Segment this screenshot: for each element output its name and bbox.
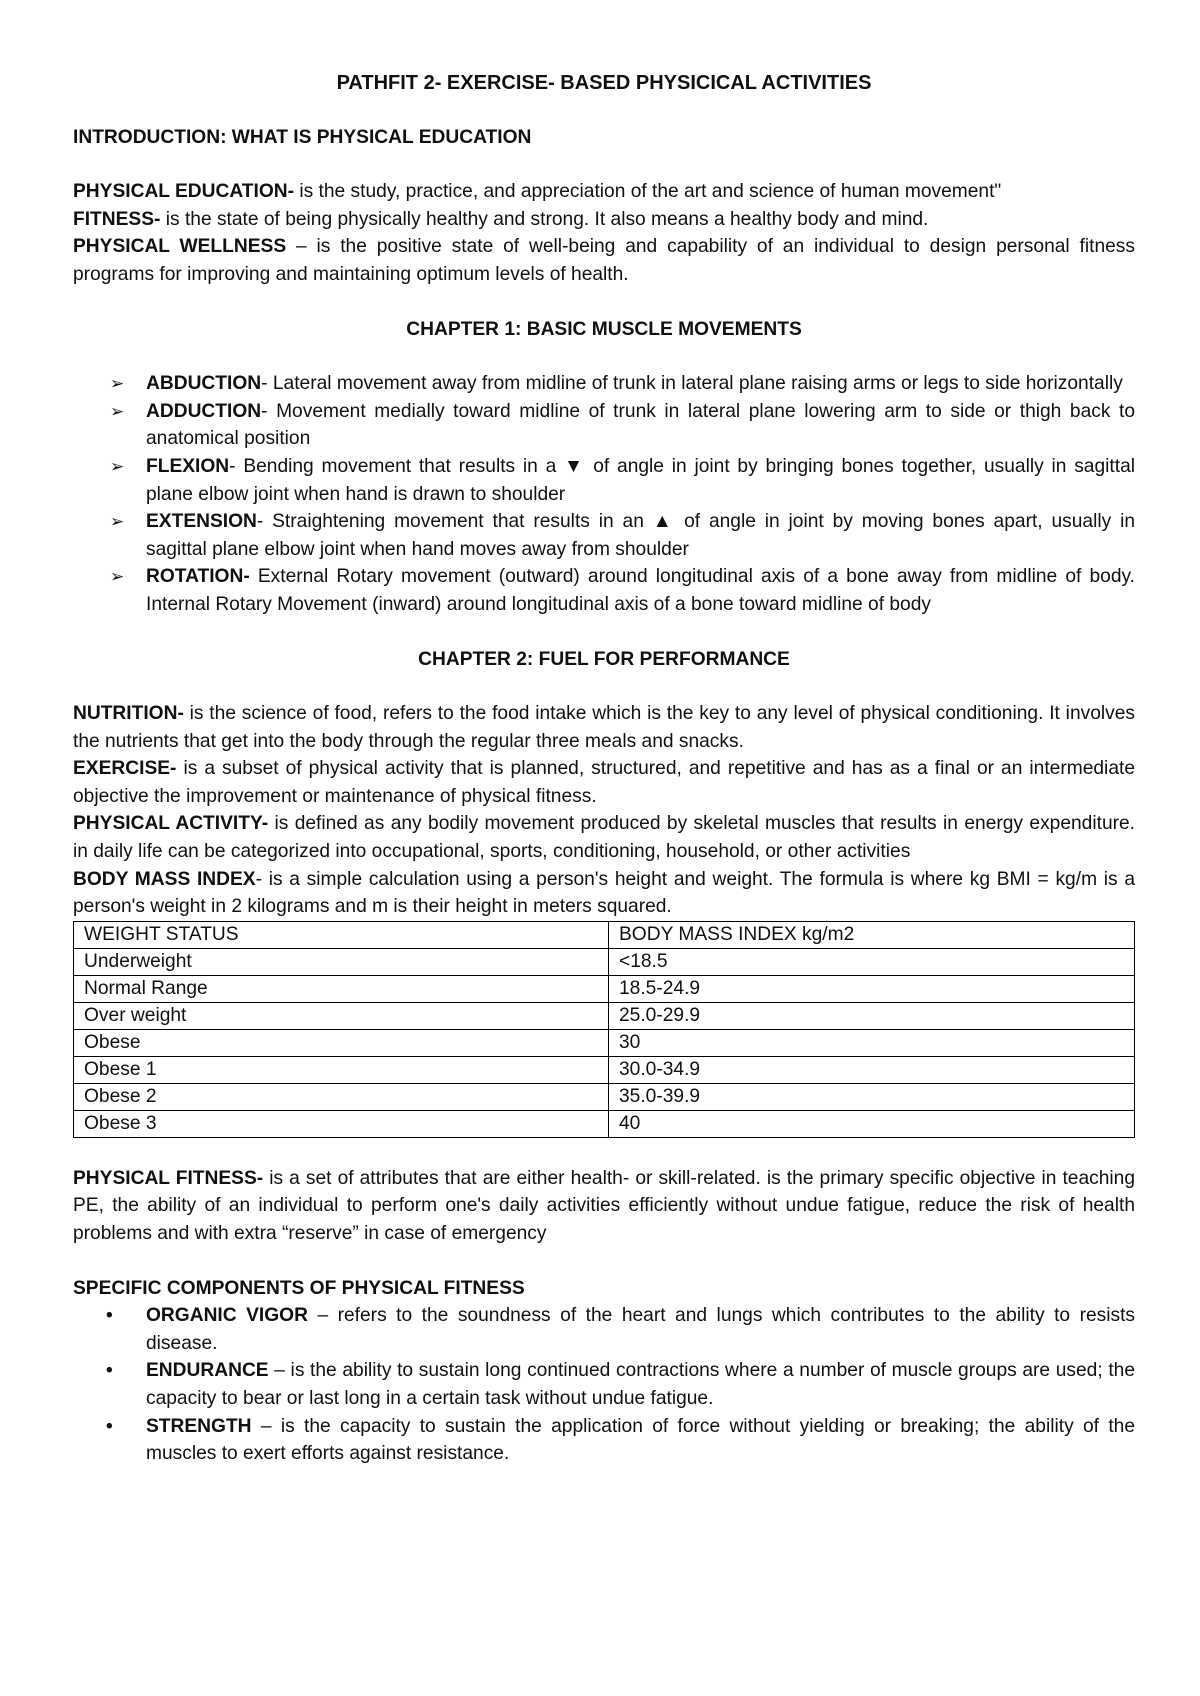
table-cell: Obese: [74, 1029, 609, 1056]
definition-text: is the science of food, refers to the food intake which is the key to any level of physical conditioning. It involves the nutrients that get into the body through the regular three meals and snacks.: [73, 703, 1135, 752]
list-item: [73, 398, 1135, 453]
definition-text: is a set of attributes that are either health- or skill-related. is the primary specific objective in teaching PE, the ability of an individual to perform one's daily activities efficiently without undue fatigue, reduce the risk of health problems and with extra “reserve” in case of emergency: [73, 1167, 1135, 1245]
item-text: - Lateral movement away from midline of trunk in lateral plane raising arms or legs to side horizontally: [261, 373, 1123, 395]
arrow-bullet-icon: ➢: [110, 567, 125, 587]
list-item: [73, 508, 1135, 563]
table-row: [74, 1083, 1135, 1110]
arrow-bullet-icon: ➢: [110, 401, 125, 421]
muscle-movements-list: [73, 370, 1135, 618]
components-heading: SPECIFIC COMPONENTS OF PHYSICAL FITNESS: [73, 1277, 525, 1299]
table-cell: 40: [609, 1110, 1135, 1137]
term: FITNESS-: [73, 208, 161, 230]
bullet-dot-icon: •: [106, 1305, 113, 1327]
term: BODY MASS INDEX: [73, 868, 256, 890]
table-cell: 30.0-34.9: [609, 1056, 1135, 1083]
document-title: PATHFIT 2- EXERCISE- BASED PHYSICICAL ACTIVITIES: [336, 72, 872, 94]
term: EXERCISE-: [73, 758, 177, 780]
definition-physical-fitness: [73, 1165, 1135, 1248]
term: ENDURANCE: [146, 1360, 269, 1382]
list-item: [73, 1357, 1135, 1412]
table-row: [74, 1110, 1135, 1137]
arrow-bullet-icon: ➢: [110, 456, 125, 476]
chapter2-heading: CHAPTER 2: FUEL FOR PERFORMANCE: [418, 648, 790, 670]
definition-body-mass-index: [73, 866, 1135, 921]
list-item: [73, 1302, 1135, 1357]
bullet-dot-icon: •: [106, 1360, 113, 1382]
table-cell: <18.5: [609, 948, 1135, 975]
item-text: – refers to the soundness of the heart and lungs which contributes to the ability to resists disease.: [146, 1305, 1136, 1354]
table-cell: 35.0-39.9: [609, 1083, 1135, 1110]
term: PHYSICAL ACTIVITY-: [73, 813, 269, 835]
definition-text: is the state of being physically healthy and strong. It also means a healthy body and mind.: [160, 208, 929, 230]
term: EXTENSION: [146, 511, 257, 533]
term: FLEXION: [146, 455, 230, 477]
item-text: - Bending movement that results in a ▼ of angle in joint by bringing bones together, usually in sagittal plane elbow joint when hand is drawn to shoulder: [146, 455, 1135, 505]
term: ROTATION-: [146, 566, 250, 588]
table-cell: Obese 1: [74, 1056, 609, 1083]
table-row: [74, 1029, 1135, 1056]
item-text: External Rotary movement (outward) around longitudinal axis of a bone away from midline of body. Internal Rotary Movement (inward) around longitudinal axis of a bone toward midline of body: [146, 566, 1135, 615]
term: ADDUCTION: [146, 400, 262, 422]
table-row: [74, 1056, 1135, 1083]
arrow-bullet-icon: ➢: [110, 512, 125, 532]
table-cell: Underweight: [74, 948, 609, 975]
table-cell: Obese 3: [74, 1110, 609, 1137]
item-text: - Straightening movement that results in an ▲ of angle in joint by moving bones apart, usually in sagittal plane elbow joint when hand moves away from shoulder: [146, 511, 1135, 560]
chapter1-heading: CHAPTER 1: BASIC MUSCLE MOVEMENTS: [406, 318, 802, 340]
list-item: [73, 1413, 1135, 1468]
list-item: [73, 453, 1135, 508]
list-item: [73, 563, 1135, 618]
definition-text: - is a simple calculation using a person's height and weight. The formula is where kg BMI = kg/m is a person's weight in 2 kilograms and m is their height in meters squared.: [73, 868, 1136, 918]
definition-text: is a subset of physical activity that is planned, structured, and repetitive and has as a final or an intermediate objective the improvement or maintenance of physical fitness.: [73, 758, 1135, 807]
term: PHYSICAL EDUCATION-: [73, 181, 295, 203]
definition-text: is the study, practice, and appreciation of the art and science of human movement": [294, 181, 1002, 203]
table-cell: Normal Range: [74, 975, 609, 1002]
definition-nutrition: [73, 700, 1135, 755]
term: ABDUCTION: [146, 373, 262, 395]
table-cell: 25.0-29.9: [609, 1002, 1135, 1029]
definition-fitness: [73, 206, 1135, 234]
table-header-cell: BODY MASS INDEX kg/m2: [609, 921, 1135, 948]
arrow-bullet-icon: ➢: [110, 374, 125, 394]
term: NUTRITION-: [73, 703, 184, 725]
term: PHYSICAL WELLNESS: [73, 236, 287, 258]
table-row: [74, 948, 1135, 975]
table-row: [74, 975, 1135, 1002]
components-list: [73, 1302, 1135, 1468]
table-cell: Obese 2: [74, 1083, 609, 1110]
definition-physical-education: [73, 178, 1135, 206]
item-text: – is the ability to sustain long continued contractions where a number of muscle groups are used; the capacity to bear or last long in a certain task without undue fatigue.: [146, 1360, 1135, 1409]
term: STRENGTH: [146, 1415, 252, 1437]
definition-text: is defined as any bodily movement produced by skeletal muscles that results in energy expenditure. in daily life can be categorized into occupational, sports, conditioning, household, or other activities: [73, 813, 1136, 863]
bmi-table: [73, 921, 1135, 1138]
table-cell: Over weight: [74, 1002, 609, 1029]
item-text: – is the capacity to sustain the application of force without yielding or breaking; the ability of the muscles to exert efforts against resistance.: [146, 1415, 1135, 1465]
definition-text: – is the positive state of well-being and capability of an individual to design personal fitness programs for improving and maintaining optimum levels of health.: [73, 236, 1135, 285]
table-header-cell: WEIGHT STATUS: [74, 921, 609, 948]
definition-exercise: [73, 755, 1135, 810]
bullet-dot-icon: •: [106, 1415, 113, 1437]
term: ORGANIC VIGOR: [146, 1305, 308, 1327]
intro-heading: INTRODUCTION: WHAT IS PHYSICAL EDUCATION: [73, 126, 532, 148]
table-cell: 18.5-24.9: [609, 975, 1135, 1002]
definition-physical-wellness: [73, 233, 1135, 288]
table-row: [74, 1002, 1135, 1029]
term: PHYSICAL FITNESS-: [73, 1167, 264, 1189]
list-item: [73, 370, 1135, 398]
definition-physical-activity: [73, 810, 1135, 865]
item-text: - Movement medially toward midline of trunk in lateral plane lowering arm to side or thigh back to anatomical position: [146, 400, 1135, 450]
table-cell: 30: [609, 1029, 1135, 1056]
table-header-row: [74, 921, 1135, 948]
document-page: [73, 70, 1135, 1468]
